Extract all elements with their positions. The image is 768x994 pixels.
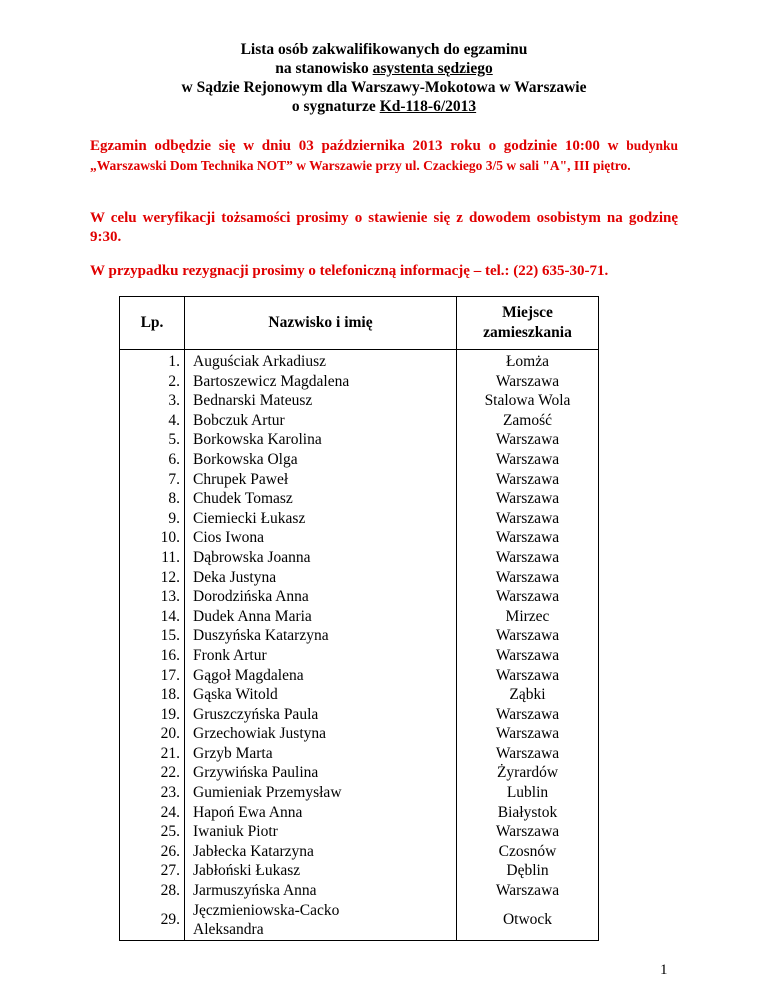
row-lp: 1. <box>120 350 185 372</box>
exam-location: budynku „Warszawski Dom Technika NOT” w Warszawie przy ul. Czackiego 3/5 w sali "A", III piętro. <box>90 138 679 173</box>
table-row <box>120 548 599 568</box>
row-name: Bednarski Mateusz <box>185 391 457 411</box>
row-name: Fronk Artur <box>185 646 457 666</box>
table-row <box>120 528 599 548</box>
row-name: Auguściak Arkadiusz <box>185 350 457 372</box>
table-header-row <box>120 297 599 350</box>
row-name: Dorodzińska Anna <box>185 587 457 607</box>
table-row <box>120 607 599 627</box>
table-row <box>120 391 599 411</box>
row-name: Chrupek Paweł <box>185 470 457 490</box>
row-city: Warszawa <box>457 626 599 646</box>
table-row <box>120 861 599 881</box>
table-row <box>120 763 599 783</box>
row-name <box>185 901 457 941</box>
row-lp: 15. <box>120 626 185 646</box>
row-lp: 10. <box>120 528 185 548</box>
title-line-4-prefix: o sygnaturze <box>291 98 380 115</box>
row-city: Warszawa <box>457 509 599 529</box>
row-lp: 17. <box>120 666 185 686</box>
candidates-table <box>119 296 599 941</box>
row-lp: 5. <box>120 430 185 450</box>
row-city: Otwock <box>457 901 599 941</box>
table-row <box>120 744 599 764</box>
table-row <box>120 509 599 529</box>
row-name: Iwaniuk Piotr <box>185 822 457 842</box>
table-row <box>120 411 599 431</box>
row-name: Jabłecka Katarzyna <box>185 842 457 862</box>
row-lp: 29. <box>120 901 185 941</box>
table-row <box>120 350 599 372</box>
row-city: Warszawa <box>457 430 599 450</box>
exam-date-notice-main: Egzamin odbędzie się w dniu 03 października 2013 roku o godzinie 10:00 w <box>90 138 619 154</box>
row-name: Borkowska Karolina <box>185 430 457 450</box>
row-city: Warszawa <box>457 489 599 509</box>
table-row <box>120 666 599 686</box>
row-city: Warszawa <box>457 372 599 392</box>
row-name-line-2: Aleksandra <box>193 921 264 939</box>
table-row <box>120 489 599 509</box>
row-lp: 4. <box>120 411 185 431</box>
table-row <box>120 568 599 588</box>
row-city: Mirzec <box>457 607 599 627</box>
row-city: Czosnów <box>457 842 599 862</box>
row-name: Deka Justyna <box>185 568 457 588</box>
row-name: Grzechowiak Justyna <box>185 724 457 744</box>
row-city: Warszawa <box>457 587 599 607</box>
row-city: Warszawa <box>457 705 599 725</box>
row-lp: 13. <box>120 587 185 607</box>
table-row <box>120 646 599 666</box>
row-city: Warszawa <box>457 744 599 764</box>
row-name: Jabłoński Łukasz <box>185 861 457 881</box>
table-row <box>120 901 599 941</box>
row-lp: 11. <box>120 548 185 568</box>
table-row <box>120 724 599 744</box>
row-lp: 23. <box>120 783 185 803</box>
table-row <box>120 685 599 705</box>
row-lp: 21. <box>120 744 185 764</box>
row-city: Warszawa <box>457 470 599 490</box>
row-city: Białystok <box>457 803 599 823</box>
row-lp: 24. <box>120 803 185 823</box>
row-city: Żyrardów <box>457 763 599 783</box>
row-name: Cios Iwona <box>185 528 457 548</box>
row-city: Warszawa <box>457 450 599 470</box>
row-city: Dęblin <box>457 861 599 881</box>
position-name: asystenta sędziego <box>372 60 493 77</box>
header-city-line-2: zamieszkania <box>483 324 572 341</box>
table-row <box>120 842 599 862</box>
row-lp: 8. <box>120 489 185 509</box>
id-verification-notice: W celu weryfikacji tożsamości prosimy o stawienie się z dowodem osobistym na godzinę 9:30. <box>90 210 678 245</box>
row-name: Dudek Anna Maria <box>185 607 457 627</box>
table-row <box>120 450 599 470</box>
row-lp: 22. <box>120 763 185 783</box>
table-row <box>120 881 599 901</box>
row-city: Warszawa <box>457 568 599 588</box>
row-lp: 25. <box>120 822 185 842</box>
row-lp: 19. <box>120 705 185 725</box>
row-lp: 27. <box>120 861 185 881</box>
header-city-line-1: Miejsce <box>502 304 553 321</box>
exam-date-notice <box>90 136 678 176</box>
row-lp: 12. <box>120 568 185 588</box>
title-line-1: Lista osób zakwalifikowanych do egzaminu <box>240 41 528 58</box>
row-city: Warszawa <box>457 666 599 686</box>
table-row <box>120 803 599 823</box>
row-city: Zamość <box>457 411 599 431</box>
row-name: Grzyb Marta <box>185 744 457 764</box>
row-city: Stalowa Wola <box>457 391 599 411</box>
row-city: Warszawa <box>457 724 599 744</box>
row-name-line-1: Jęczmieniowska-Cacko <box>193 901 340 919</box>
row-city: Ząbki <box>457 685 599 705</box>
row-city: Warszawa <box>457 528 599 548</box>
table-row <box>120 372 599 392</box>
row-lp: 14. <box>120 607 185 627</box>
row-name: Chudek Tomasz <box>185 489 457 509</box>
row-city: Warszawa <box>457 881 599 901</box>
table-row <box>120 470 599 490</box>
row-city: Lublin <box>457 783 599 803</box>
row-name: Bartoszewicz Magdalena <box>185 372 457 392</box>
title-line-3: w Sądzie Rejonowym dla Warszawy-Mokotowa w Warszawie <box>181 79 587 96</box>
table-row <box>120 705 599 725</box>
row-city: Warszawa <box>457 548 599 568</box>
row-lp: 20. <box>120 724 185 744</box>
row-name: Grzywińska Paulina <box>185 763 457 783</box>
row-lp: 7. <box>120 470 185 490</box>
row-city: Warszawa <box>457 646 599 666</box>
document-title <box>0 40 768 116</box>
row-name: Hapoń Ewa Anna <box>185 803 457 823</box>
row-city: Warszawa <box>457 822 599 842</box>
row-name: Dąbrowska Joanna <box>185 548 457 568</box>
row-lp: 28. <box>120 881 185 901</box>
row-name: Bobczuk Artur <box>185 411 457 431</box>
header-name: Nazwisko i imię <box>185 297 457 350</box>
page-number: 1 <box>660 962 668 978</box>
title-line-2 <box>0 59 768 78</box>
row-lp: 3. <box>120 391 185 411</box>
row-city: Łomża <box>457 350 599 372</box>
row-lp: 16. <box>120 646 185 666</box>
table-row <box>120 587 599 607</box>
table-row <box>120 430 599 450</box>
table-row <box>120 783 599 803</box>
header-lp: Lp. <box>120 297 185 350</box>
row-name: Ciemiecki Łukasz <box>185 509 457 529</box>
case-signature: Kd-118-6/2013 <box>379 98 477 115</box>
row-lp: 18. <box>120 685 185 705</box>
title-line-2-prefix: na stanowisko <box>275 60 373 77</box>
row-name: Gągoł Magdalena <box>185 666 457 686</box>
row-lp: 9. <box>120 509 185 529</box>
table-row <box>120 822 599 842</box>
row-name: Borkowska Olga <box>185 450 457 470</box>
title-line-4 <box>0 97 768 116</box>
row-name: Duszyńska Katarzyna <box>185 626 457 646</box>
row-lp: 26. <box>120 842 185 862</box>
row-name: Jarmuszyńska Anna <box>185 881 457 901</box>
row-name: Gruszczyńska Paula <box>185 705 457 725</box>
row-name: Gąska Witold <box>185 685 457 705</box>
row-name: Gumieniak Przemysław <box>185 783 457 803</box>
header-city <box>457 297 599 350</box>
row-lp: 2. <box>120 372 185 392</box>
row-lp: 6. <box>120 450 185 470</box>
resignation-notice: W przypadku rezygnacji prosimy o telefoniczną informację – tel.: (22) 635-30-71. <box>90 263 609 279</box>
table-row <box>120 626 599 646</box>
